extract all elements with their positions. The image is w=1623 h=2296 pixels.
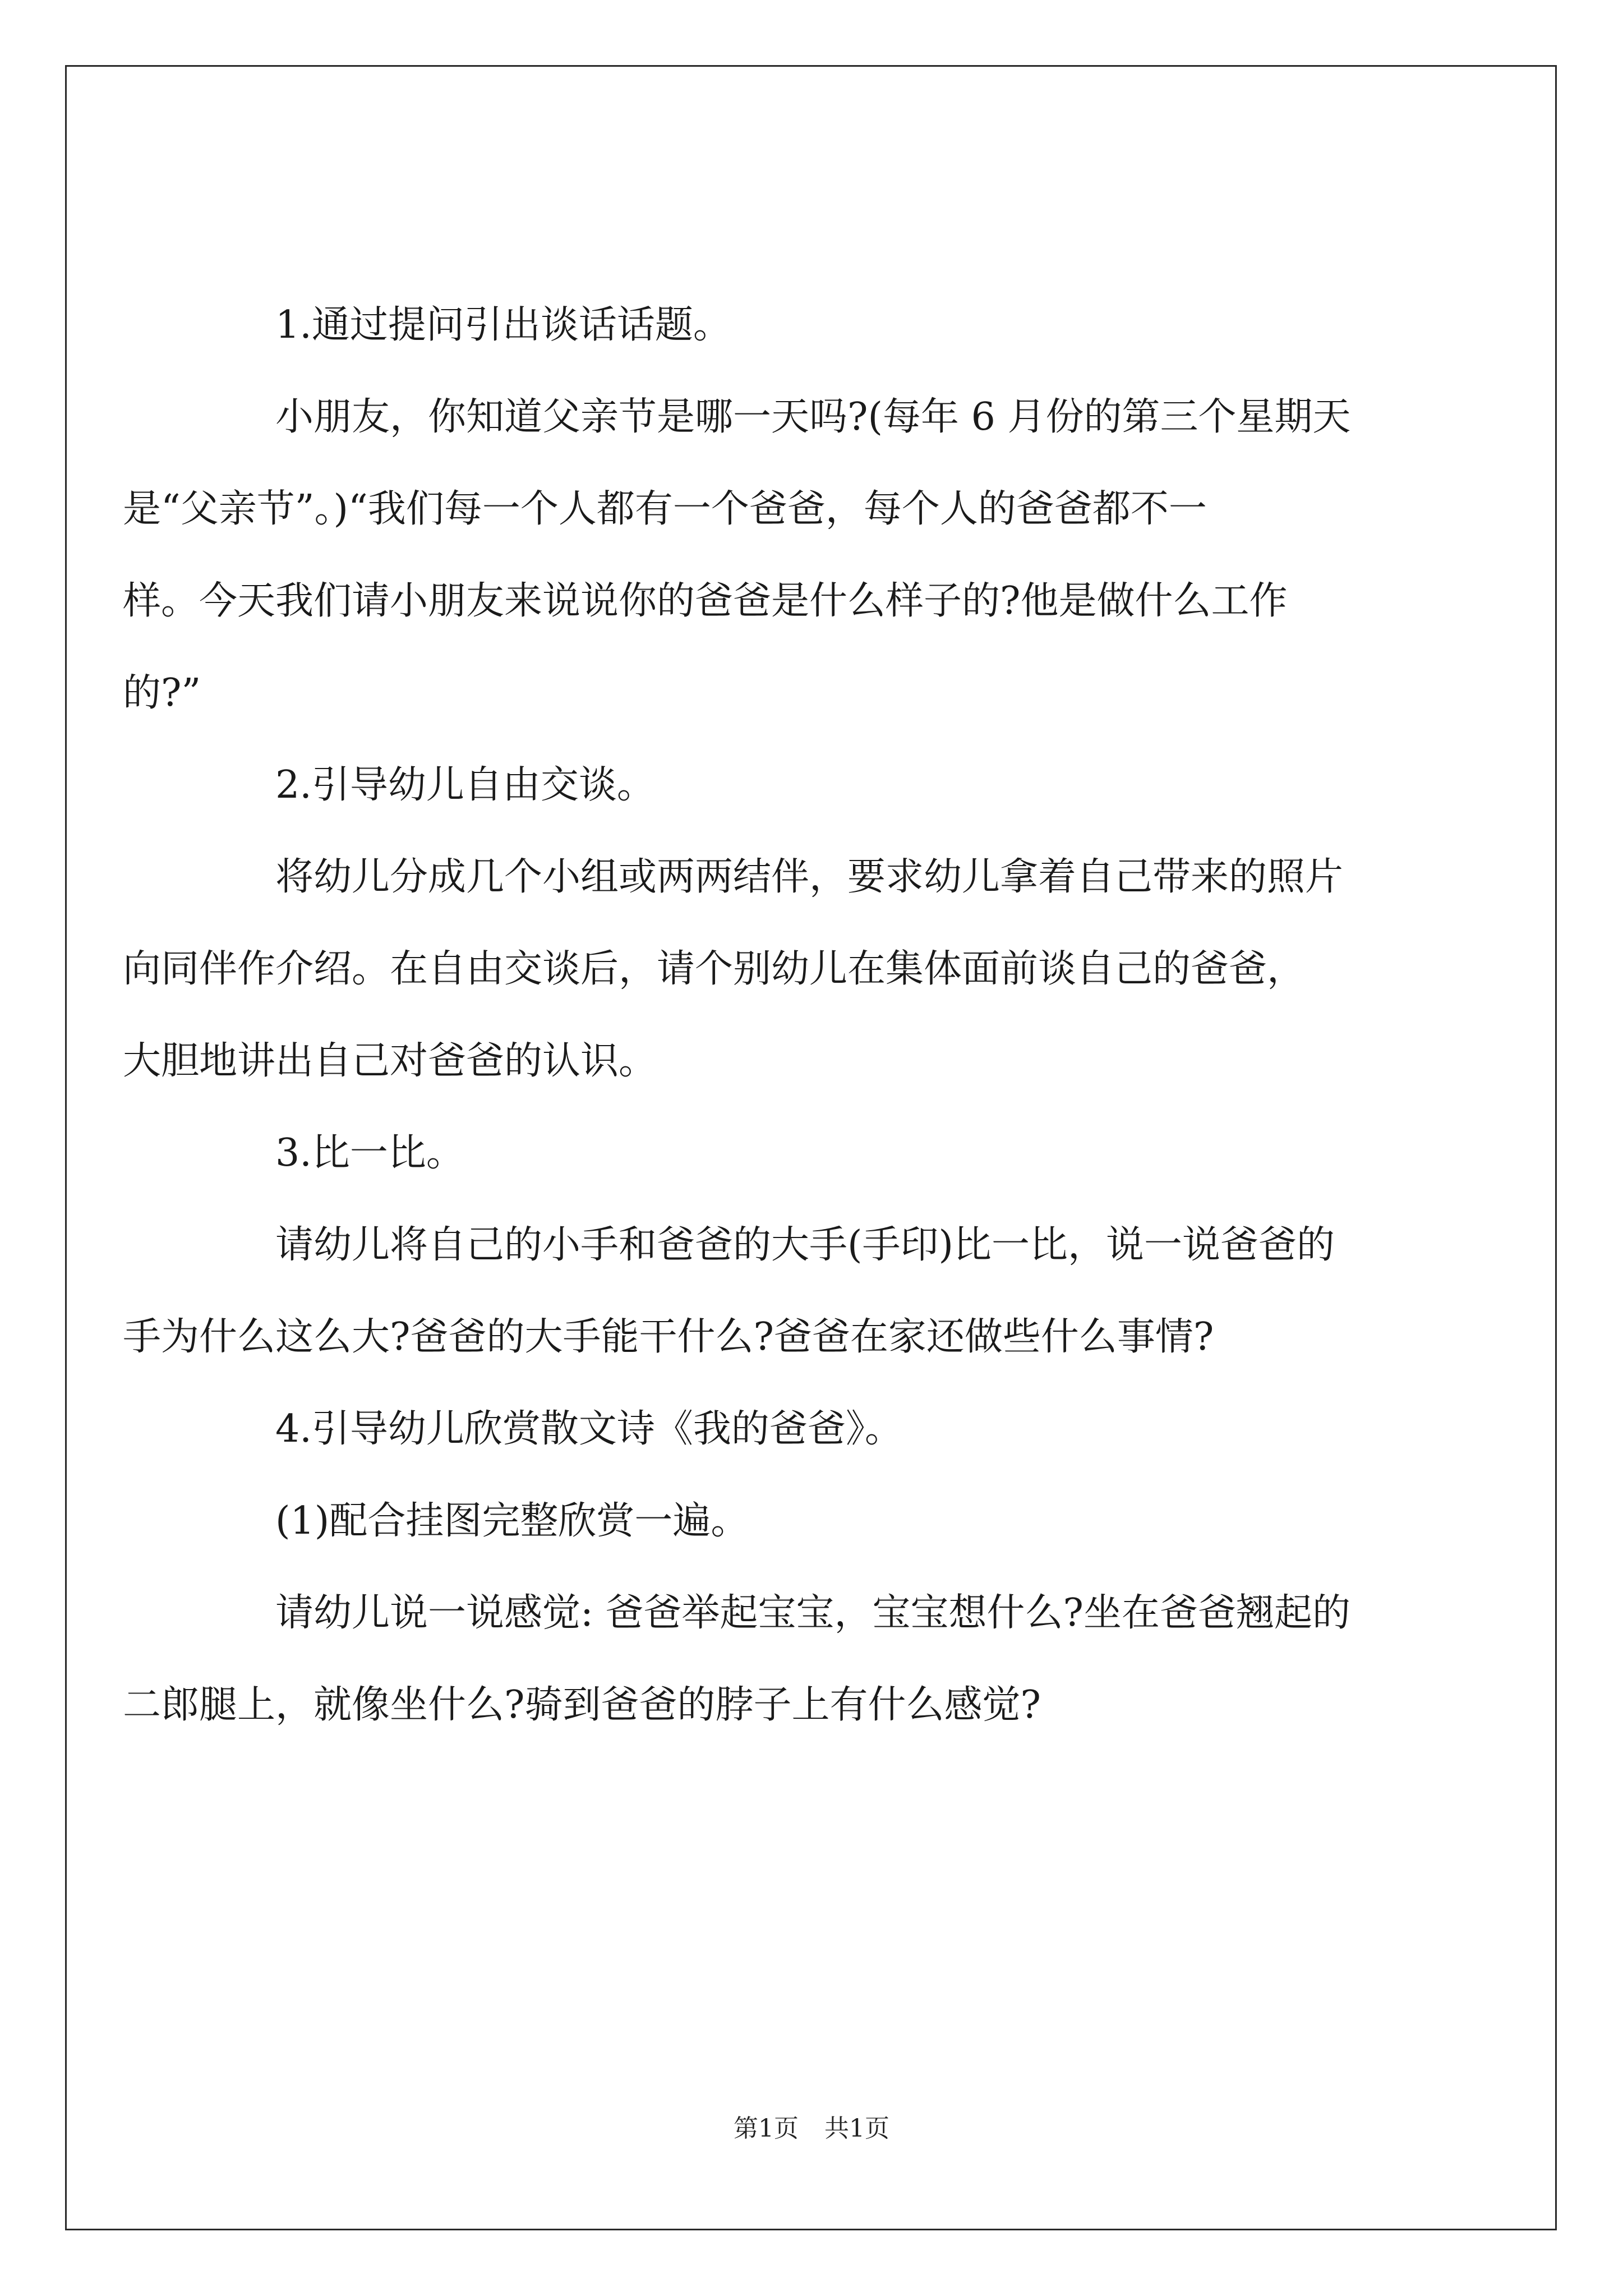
page-count: 共1页	[824, 2114, 889, 2143]
paragraph-7	[199, 1383, 1455, 1475]
paragraph-3	[199, 739, 1455, 831]
paragraph-4	[123, 831, 1455, 1107]
text-line: 请幼儿将自己的小手和爸爸的大手(手印)比一比，说一说爸爸的	[275, 1223, 1335, 1267]
paragraph-9	[123, 1567, 1455, 1751]
text-line: (1)配合挂图完整欣赏一遍。	[275, 1499, 749, 1543]
text-line: 向同伴作介绍。在自由交谈后，请个别幼儿在集体面前谈自己的爸爸，	[123, 947, 1306, 991]
text-line: 大胆地讲出自己对爸爸的认识。	[123, 1039, 657, 1083]
text-line: 的?”	[123, 671, 201, 715]
paragraph-6	[123, 1199, 1455, 1383]
paragraph-8	[199, 1475, 1455, 1567]
text-line: 手为什么这么大?爸爸的大手能干什么?爸爸在家还做些什么事情?	[123, 1315, 1214, 1359]
text-line: 将幼儿分成几个小组或两两结伴，要求幼儿拿着自己带来的照片	[275, 855, 1344, 899]
text-line: 2.引导幼儿自由交谈。	[275, 763, 655, 807]
text-line: 小朋友，你知道父亲节是哪一天吗?(每年 6 月份的第三个星期天	[275, 395, 1351, 439]
paragraph-5	[199, 1107, 1455, 1199]
paragraph-1	[199, 279, 1455, 371]
text-line: 二郎腿上，就像坐什么?骑到爸爸的脖子上有什么感觉?	[123, 1683, 1041, 1727]
text-line: 3.比一比。	[275, 1131, 464, 1175]
text-line: 是“父亲节”。)“我们每一个人都有一个爸爸，每个人的爸爸都不一	[123, 487, 1207, 531]
text-line: 1.通过提问引出谈话话题。	[275, 303, 731, 347]
page-footer	[0, 2112, 1623, 2146]
page-number: 第1页	[734, 2114, 799, 2143]
text-line: 4.引导幼儿欣赏散文诗《我的爸爸》。	[275, 1407, 903, 1451]
text-line: 请幼儿说一说感觉: 爸爸举起宝宝，宝宝想什么?坐在爸爸翘起的	[275, 1591, 1350, 1635]
document-body	[123, 279, 1455, 1751]
paragraph-2	[123, 371, 1455, 739]
text-line: 样。今天我们请小朋友来说说你的爸爸是什么样子的?他是做什么工作	[123, 579, 1288, 623]
